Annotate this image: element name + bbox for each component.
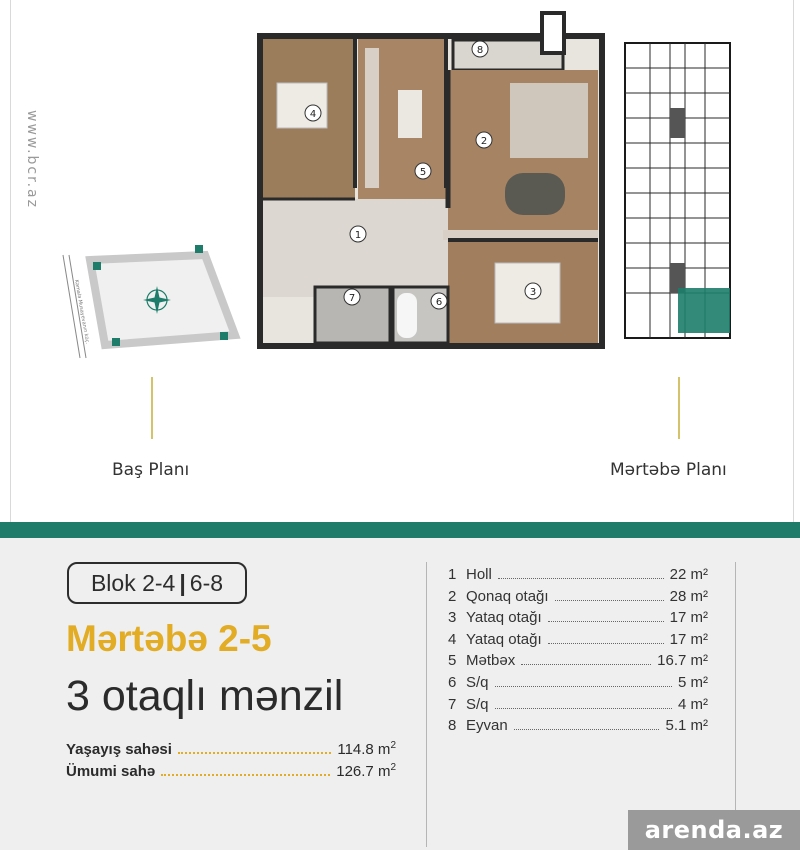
floor-plan-caption: Mərtəbə Planı [610,460,727,480]
floor-title: Mərtəbə 2-5 [66,618,272,659]
living-area-value: 114.8 $m^2$ [337,740,396,758]
total-area-row [66,762,396,782]
room-num-3: 3 [529,287,537,298]
building-floor-plan [620,38,735,343]
room-item: 2 Qonaq otağı 28 m² [448,587,708,605]
room-num-6: 6 [435,297,443,308]
living-area-row [66,740,396,760]
divider-bar [0,522,800,538]
room-num-2: 2 [480,136,488,147]
room-num-5: 5 [419,167,427,178]
living-area-label: Yaşayış sahəsi [66,741,172,758]
leader-dots [161,774,330,776]
total-area-label: Ümumi sahə [66,763,156,780]
left-border [10,0,11,540]
room-item: 3 Yataq otağı 17 m² [448,609,708,627]
room-item: 7 S/q 4 m² [448,695,708,713]
column-divider [735,562,736,847]
leader-dots [178,752,331,754]
room-item: 6 S/q 5 m² [448,673,708,691]
room-list [448,566,708,739]
apartment-type: 3 otaqlı mənzil [66,672,344,720]
website-url: www.bcr.az [24,110,40,209]
site-plan-caption: Baş Planı [112,460,190,480]
site-plan [55,240,245,360]
room-item: 5 Mətbəx 16.7 m² [448,652,708,670]
blok-suffix: 6-8 [189,569,224,596]
floor-plan-guide-line [678,377,680,439]
column-divider [426,562,427,847]
room-num-7: 7 [348,293,356,304]
room-item: 4 Yataq otağı 17 m² [448,630,708,648]
blok-badge [67,562,247,604]
total-area-value: 126.7 $m^2$ [336,762,396,780]
watermark: arenda.az [628,810,800,850]
blok-prefix: Blok 2-4 [90,569,176,596]
street-label: Kəmalə Musayevanın küç. [73,279,91,345]
room-num-8: 8 [476,45,484,56]
room-item: 1 Holl 22 m² [448,566,708,583]
room-num-4: 4 [309,109,317,120]
site-plan-guide-line [151,377,153,439]
right-border [793,0,794,540]
apartment-floor-plan [255,8,605,353]
blok-separator: | [179,569,186,596]
room-num-1: 1 [354,230,362,241]
room-item: 8 Eyvan 5.1 m² [448,717,708,735]
